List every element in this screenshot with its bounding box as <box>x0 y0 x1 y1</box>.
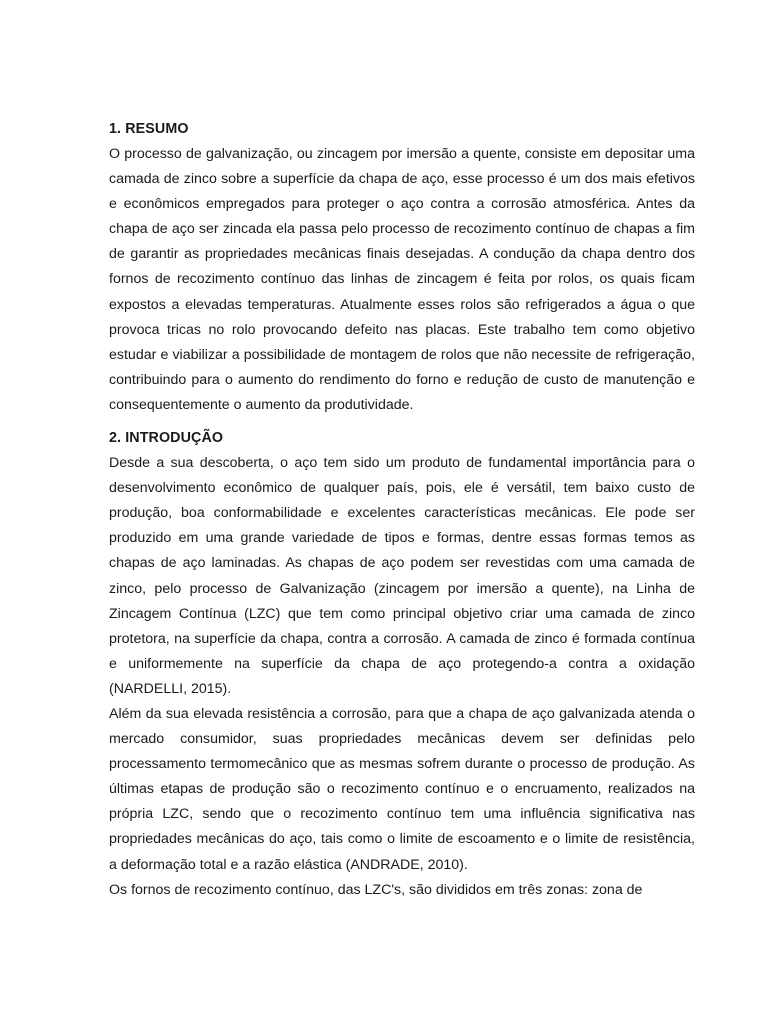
introducao-paragraph-1: Desde a sua descoberta, o aço tem sido um produto de fundamental importância para o desenvolvimento econômico de qualquer país, pois, ele é versátil, tem baixo custo de produção, boa conformabilidade e excelentes características mecânicas. Ele pode ser produzido em uma grande variedade de tipos e formas, dentre essas formas temos as chapas de aço laminadas. As chapas de aço podem ser revestidas com uma camada de zinco, pelo processo de Galvanização (zincagem por imersão a quente), na Linha de Zincagem Contínua (LZC) que tem como principal objetivo criar uma camada de zinco protetora, na superfície da chapa, contra a corrosão. A camada de zinco é formada contínua e uniformemente na superfície da chapa de aço protegendo-a contra a oxidação (NARDELLI, 2015). <box>109 455 695 697</box>
section-heading-introducao: 2. INTRODUÇÃO <box>109 430 224 447</box>
introducao-paragraph-3: Os fornos de recozimento contínuo, das LZC's, são divididos em três zonas: zona de <box>109 881 643 898</box>
section-heading-resumo: 1. RESUMO <box>109 121 189 137</box>
section-introducao <box>109 426 695 903</box>
section-resumo <box>109 117 695 418</box>
section-spacer <box>109 418 695 426</box>
introducao-paragraph-2: Além da sua elevada resistência a corrosão, para que a chapa de aço galvanizada atenda o mercado consumidor, suas propriedades mecânicas devem ser definidas pelo processamento termomecânico que as mesmas sofrem durante o processo de produção. As últimas etapas de produção são o recozimento contínuo e o encruamento, realizados na própria LZC, sendo que o recozimento contínuo tem uma influência significativa nas propriedades mecânicas do aço, tais como o limite de escoamento e o limite de resistência, a deformação total e a razão elástica (ANDRADE, 2010). <box>109 705 695 873</box>
resumo-paragraph: O processo de galvanização, ou zincagem por imersão a quente, consiste em depositar uma camada de zinco sobre a superfície da chapa de aço, esse processo é um dos mais efetivos e econômicos empregados para proteger o aço contra a corrosão atmosférica. Antes da chapa de aço ser zincada ela passa pelo processo de recozimento contínuo de chapas a fim de garantir as propriedades mecânicas finais desejadas. A condução da chapa dentro dos fornos de recozimento contínuo das linhas de zincagem é feita por rolos, os quais ficam expostos a elevadas temperaturas. Atualmente esses rolos são refrigerados a água o que provoca tricas no rolo provocando defeito nas placas. Este trabalho tem como objetivo estudar e viabilizar a possibilidade de montagem de rolos que não necessite de refrigeração, contribuindo para o aumento do rendimento do forno e redução de custo de manutenção e consequentemente o aumento da produtividade. <box>109 146 695 413</box>
document-body <box>109 117 695 903</box>
